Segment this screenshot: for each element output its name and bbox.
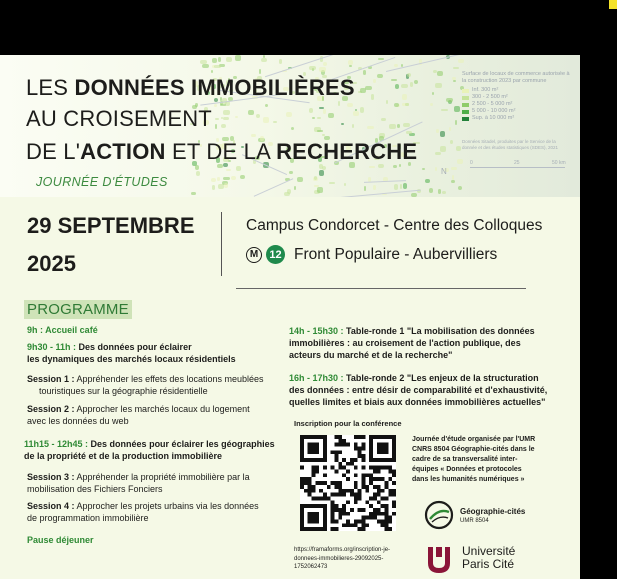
- legend-item: [462, 94, 572, 101]
- session-3: Session 3 : Appréhender la propriété immobilière par la: [27, 472, 250, 482]
- map-scale: 0 25 50 km: [470, 160, 566, 166]
- accueil: 9h : Accueil café: [27, 325, 98, 335]
- legend-swatch: [462, 117, 469, 121]
- registration-url[interactable]: https://framaforms.org/inscription-je- donnees-immobilieres-29092025- 1752062473: [294, 547, 391, 570]
- session-4-cont: de programmation immobilière: [27, 513, 149, 523]
- legend-title: Surface de locaux de commerce autorisée à la construction 2023 par commune: [462, 71, 570, 84]
- metro-stop: Front Populaire - Aubervilliers: [294, 245, 498, 263]
- title-line-2: AU CROISEMENT: [26, 106, 212, 131]
- corner-marker: [609, 0, 617, 9]
- session-3-cont: mobilisation des Fichiers Fonciers: [27, 484, 163, 494]
- roundtable-1-cont: immobilières : au croisement de l'action publique, des: [289, 338, 521, 348]
- legend-swatch: [462, 96, 469, 100]
- poster: [0, 55, 580, 579]
- title-line-3: DE L'ACTION ET DE LA RECHERCHE: [26, 139, 418, 164]
- session-2: Session 2 : Approcher les marchés locaux du logement: [27, 404, 250, 414]
- roundtable-1-cont2: acteurs du marché et de la recherche": [289, 350, 453, 360]
- metro-line-icon: 12: [266, 245, 285, 264]
- block1-title: 9h30 - 11h : Des données pour éclairer: [27, 342, 192, 352]
- roundtable-2-cont: des données : entre désir de comparabilité et d'exhaustivité,: [289, 385, 548, 395]
- block2-title-cont: de la propriété et de la production immobilière: [24, 451, 223, 461]
- geographie-cites-name: Géographie-cités: [460, 507, 526, 516]
- registration-qr-code[interactable]: [300, 435, 396, 531]
- legend-item: [462, 101, 572, 108]
- map-legend: [462, 71, 572, 122]
- event-date: 29 SEPTEMBRE: [27, 213, 195, 238]
- organizer-text: Journée d'étude organisée par l'UMR CNRS 8504 Géographie-cités dans le cadre de sa transversalité inter- équipes « Données et protocoles dans les humanités numériques »: [412, 436, 536, 483]
- divider-horizontal: [236, 288, 526, 289]
- session-4: Session 4 : Approcher les projets urbains via les données: [27, 501, 259, 511]
- metro-icon: M: [246, 247, 262, 263]
- event-year: 2025: [27, 251, 76, 276]
- pause-dejeuner: Pause déjeuner: [27, 535, 94, 545]
- legend-label: 300 - 2 500 m²: [472, 94, 508, 100]
- poster-header: [0, 55, 580, 197]
- map-source-note: Données Sitadel, produites par le Service de la donnée et des études statistiques (SDES), 2021: [462, 139, 559, 150]
- session-1: Session 1 : Appréhender les effets des locations meublées: [27, 374, 264, 384]
- session-1-cont: touristiques sur la géographie résidentielle: [39, 386, 208, 396]
- geographie-cites-umr: UMR 8504: [460, 518, 489, 524]
- legend-item: [462, 115, 572, 122]
- program-heading: PROGRAMME: [24, 300, 132, 319]
- legend-item: [462, 108, 572, 115]
- legend-label: Inf. 300 m²: [472, 87, 499, 93]
- legend-item: [462, 87, 572, 94]
- legend-swatch: [462, 103, 469, 107]
- legend-label: 5 000 - 10 000 m²: [472, 108, 516, 114]
- north-arrow-icon: N: [441, 167, 447, 176]
- divider-vertical: [221, 212, 222, 276]
- title-line-1: LES DONNÉES IMMOBILIÈRES: [26, 75, 355, 100]
- universite-paris-cite-name: Université Paris Cité: [462, 544, 516, 571]
- legend-items: [462, 87, 572, 122]
- universite-paris-cite-logo-icon: [425, 545, 453, 575]
- roundtable-2-cont2: quelles limites et biais aux données immobilières actuelles": [289, 397, 546, 407]
- legend-swatch: [462, 110, 469, 114]
- roundtable-1: 14h - 15h30 : Table-ronde 1 "La mobilisation des données: [289, 326, 535, 336]
- roundtable-2: 16h - 17h30 : Table-ronde 2 "Les enjeux de la structuration: [289, 373, 539, 383]
- subtitle: JOURNÉE D'ÉTUDES: [36, 175, 168, 189]
- legend-swatch: [462, 89, 469, 93]
- registration-label: Inscription pour la conférence: [294, 419, 402, 428]
- block2-title: 11h15 - 12h45 : Des données pour éclairer les géographies: [24, 439, 275, 449]
- legend-label: 2 500 - 5 000 m²: [472, 101, 513, 107]
- event-venue: Campus Condorcet - Centre des Colloques: [246, 217, 543, 234]
- block1-title-cont: les dynamiques des marchés locaux résidentiels: [27, 354, 236, 364]
- session-2-cont: avec les données du web: [27, 416, 129, 426]
- legend-label: Sup. à 10 000 m²: [472, 115, 515, 121]
- metro-info: [246, 245, 497, 264]
- geographie-cites-logo-icon: [424, 500, 454, 530]
